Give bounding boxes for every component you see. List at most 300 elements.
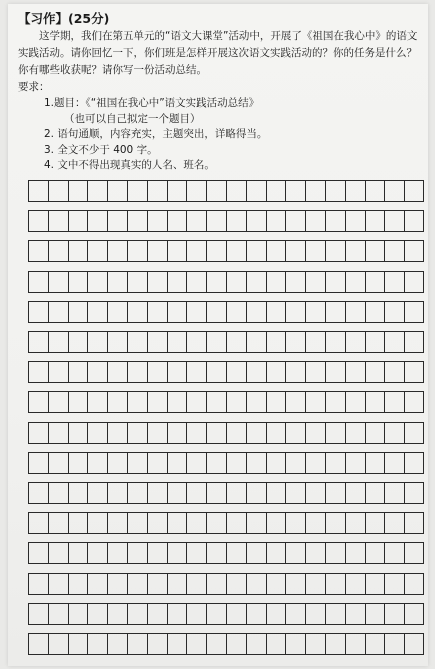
grid-cell[interactable]	[128, 241, 148, 261]
grid-cell[interactable]	[88, 513, 108, 533]
grid-cell[interactable]	[405, 543, 425, 563]
grid-cell[interactable]	[88, 604, 108, 624]
grid-cell[interactable]	[108, 272, 128, 292]
grid-cell[interactable]	[148, 604, 168, 624]
grid-cell[interactable]	[207, 272, 227, 292]
grid-cell[interactable]	[346, 241, 366, 261]
grid-cell[interactable]	[385, 272, 405, 292]
grid-cell[interactable]	[227, 332, 247, 352]
grid-cell[interactable]	[88, 302, 108, 322]
grid-cell[interactable]	[108, 302, 128, 322]
grid-cell[interactable]	[385, 483, 405, 503]
grid-cell[interactable]	[168, 543, 188, 563]
grid-cell[interactable]	[69, 634, 89, 654]
grid-cell[interactable]	[187, 181, 207, 201]
grid-cell[interactable]	[286, 302, 306, 322]
grid-cell[interactable]	[326, 574, 346, 594]
grid-cell[interactable]	[385, 543, 405, 563]
grid-cell[interactable]	[306, 423, 326, 443]
grid-cell[interactable]	[385, 634, 405, 654]
grid-cell[interactable]	[69, 604, 89, 624]
grid-cell[interactable]	[267, 272, 287, 292]
grid-cell[interactable]	[207, 423, 227, 443]
grid-cell[interactable]	[405, 241, 425, 261]
grid-cell[interactable]	[128, 362, 148, 382]
grid-cell[interactable]	[227, 392, 247, 412]
grid-cell[interactable]	[69, 483, 89, 503]
grid-cell[interactable]	[405, 272, 425, 292]
grid-cell[interactable]	[286, 241, 306, 261]
grid-cell[interactable]	[385, 181, 405, 201]
grid-cell[interactable]	[207, 241, 227, 261]
grid-cell[interactable]	[29, 181, 49, 201]
grid-cell[interactable]	[108, 362, 128, 382]
grid-cell[interactable]	[49, 211, 69, 231]
grid-cell[interactable]	[128, 453, 148, 473]
grid-cell[interactable]	[148, 211, 168, 231]
grid-cell[interactable]	[306, 543, 326, 563]
grid-cell[interactable]	[346, 513, 366, 533]
grid-cell[interactable]	[326, 513, 346, 533]
grid-cell[interactable]	[148, 302, 168, 322]
grid-cell[interactable]	[366, 362, 386, 382]
grid-cell[interactable]	[385, 423, 405, 443]
grid-cell[interactable]	[29, 302, 49, 322]
grid-cell[interactable]	[88, 453, 108, 473]
grid-cell[interactable]	[405, 211, 425, 231]
grid-cell[interactable]	[306, 302, 326, 322]
grid-cell[interactable]	[405, 483, 425, 503]
grid-cell[interactable]	[88, 241, 108, 261]
grid-cell[interactable]	[346, 211, 366, 231]
grid-cell[interactable]	[227, 241, 247, 261]
grid-cell[interactable]	[187, 574, 207, 594]
grid-cell[interactable]	[148, 423, 168, 443]
grid-cell[interactable]	[49, 634, 69, 654]
grid-cell[interactable]	[366, 211, 386, 231]
grid-cell[interactable]	[69, 302, 89, 322]
grid-cell[interactable]	[148, 634, 168, 654]
grid-cell[interactable]	[108, 513, 128, 533]
grid-cell[interactable]	[207, 211, 227, 231]
grid-cell[interactable]	[168, 362, 188, 382]
grid-cell[interactable]	[128, 574, 148, 594]
grid-cell[interactable]	[187, 362, 207, 382]
grid-cell[interactable]	[286, 574, 306, 594]
grid-cell[interactable]	[267, 302, 287, 322]
grid-cell[interactable]	[326, 392, 346, 412]
grid-cell[interactable]	[247, 483, 267, 503]
grid-cell[interactable]	[207, 574, 227, 594]
grid-cell[interactable]	[69, 543, 89, 563]
grid-cell[interactable]	[227, 513, 247, 533]
grid-cell[interactable]	[247, 272, 267, 292]
grid-cell[interactable]	[29, 604, 49, 624]
grid-cell[interactable]	[385, 302, 405, 322]
grid-cell[interactable]	[49, 302, 69, 322]
grid-cell[interactable]	[366, 272, 386, 292]
grid-cell[interactable]	[49, 483, 69, 503]
grid-cell[interactable]	[187, 392, 207, 412]
grid-cell[interactable]	[128, 634, 148, 654]
grid-cell[interactable]	[346, 574, 366, 594]
grid-cell[interactable]	[405, 423, 425, 443]
grid-cell[interactable]	[346, 604, 366, 624]
grid-cell[interactable]	[69, 332, 89, 352]
grid-cell[interactable]	[385, 453, 405, 473]
grid-cell[interactable]	[385, 513, 405, 533]
grid-cell[interactable]	[128, 483, 148, 503]
grid-cell[interactable]	[267, 634, 287, 654]
grid-cell[interactable]	[108, 392, 128, 412]
grid-cell[interactable]	[346, 392, 366, 412]
grid-cell[interactable]	[108, 483, 128, 503]
grid-cell[interactable]	[405, 604, 425, 624]
grid-cell[interactable]	[148, 392, 168, 412]
grid-cell[interactable]	[227, 543, 247, 563]
grid-cell[interactable]	[247, 513, 267, 533]
grid-cell[interactable]	[366, 574, 386, 594]
grid-cell[interactable]	[326, 634, 346, 654]
grid-cell[interactable]	[148, 513, 168, 533]
grid-cell[interactable]	[29, 453, 49, 473]
grid-cell[interactable]	[227, 423, 247, 443]
grid-cell[interactable]	[168, 513, 188, 533]
grid-cell[interactable]	[346, 272, 366, 292]
grid-cell[interactable]	[29, 332, 49, 352]
grid-cell[interactable]	[286, 181, 306, 201]
grid-cell[interactable]	[326, 272, 346, 292]
grid-cell[interactable]	[49, 453, 69, 473]
grid-cell[interactable]	[108, 453, 128, 473]
grid-cell[interactable]	[247, 332, 267, 352]
grid-cell[interactable]	[306, 634, 326, 654]
grid-cell[interactable]	[168, 604, 188, 624]
grid-cell[interactable]	[405, 634, 425, 654]
grid-cell[interactable]	[267, 574, 287, 594]
grid-cell[interactable]	[227, 453, 247, 473]
grid-cell[interactable]	[286, 453, 306, 473]
grid-cell[interactable]	[88, 543, 108, 563]
grid-cell[interactable]	[187, 453, 207, 473]
grid-cell[interactable]	[227, 574, 247, 594]
grid-cell[interactable]	[227, 272, 247, 292]
grid-cell[interactable]	[366, 634, 386, 654]
grid-cell[interactable]	[69, 241, 89, 261]
grid-cell[interactable]	[69, 423, 89, 443]
grid-cell[interactable]	[207, 181, 227, 201]
grid-cell[interactable]	[69, 362, 89, 382]
grid-cell[interactable]	[286, 634, 306, 654]
grid-cell[interactable]	[267, 513, 287, 533]
grid-cell[interactable]	[385, 604, 405, 624]
grid-cell[interactable]	[385, 574, 405, 594]
grid-cell[interactable]	[346, 362, 366, 382]
grid-cell[interactable]	[366, 513, 386, 533]
grid-cell[interactable]	[168, 272, 188, 292]
grid-cell[interactable]	[187, 332, 207, 352]
grid-cell[interactable]	[405, 302, 425, 322]
grid-cell[interactable]	[247, 604, 267, 624]
grid-cell[interactable]	[366, 483, 386, 503]
grid-cell[interactable]	[148, 181, 168, 201]
grid-cell[interactable]	[187, 634, 207, 654]
grid-cell[interactable]	[49, 362, 69, 382]
grid-cell[interactable]	[49, 513, 69, 533]
grid-cell[interactable]	[168, 634, 188, 654]
grid-cell[interactable]	[108, 211, 128, 231]
grid-cell[interactable]	[168, 181, 188, 201]
grid-cell[interactable]	[247, 392, 267, 412]
grid-cell[interactable]	[326, 543, 346, 563]
grid-cell[interactable]	[346, 634, 366, 654]
grid-cell[interactable]	[366, 453, 386, 473]
grid-cell[interactable]	[286, 211, 306, 231]
grid-cell[interactable]	[247, 302, 267, 322]
grid-cell[interactable]	[108, 181, 128, 201]
grid-cell[interactable]	[326, 241, 346, 261]
grid-cell[interactable]	[326, 332, 346, 352]
grid-cell[interactable]	[346, 453, 366, 473]
grid-cell[interactable]	[306, 181, 326, 201]
grid-cell[interactable]	[187, 211, 207, 231]
grid-cell[interactable]	[69, 453, 89, 473]
grid-cell[interactable]	[267, 453, 287, 473]
grid-cell[interactable]	[326, 181, 346, 201]
grid-cell[interactable]	[366, 392, 386, 412]
grid-cell[interactable]	[88, 483, 108, 503]
grid-cell[interactable]	[405, 513, 425, 533]
grid-cell[interactable]	[69, 211, 89, 231]
grid-cell[interactable]	[405, 574, 425, 594]
grid-cell[interactable]	[29, 483, 49, 503]
grid-cell[interactable]	[346, 543, 366, 563]
grid-cell[interactable]	[306, 211, 326, 231]
grid-cell[interactable]	[346, 332, 366, 352]
grid-cell[interactable]	[385, 362, 405, 382]
grid-cell[interactable]	[306, 453, 326, 473]
grid-cell[interactable]	[29, 543, 49, 563]
grid-cell[interactable]	[306, 604, 326, 624]
grid-cell[interactable]	[49, 272, 69, 292]
grid-cell[interactable]	[247, 362, 267, 382]
grid-cell[interactable]	[88, 574, 108, 594]
grid-cell[interactable]	[207, 483, 227, 503]
grid-cell[interactable]	[49, 392, 69, 412]
grid-cell[interactable]	[267, 423, 287, 443]
grid-cell[interactable]	[187, 241, 207, 261]
grid-cell[interactable]	[207, 362, 227, 382]
grid-cell[interactable]	[148, 483, 168, 503]
grid-cell[interactable]	[207, 392, 227, 412]
grid-cell[interactable]	[207, 453, 227, 473]
grid-cell[interactable]	[69, 513, 89, 533]
grid-cell[interactable]	[148, 272, 168, 292]
grid-cell[interactable]	[286, 423, 306, 443]
grid-cell[interactable]	[29, 634, 49, 654]
grid-cell[interactable]	[187, 272, 207, 292]
grid-cell[interactable]	[29, 392, 49, 412]
grid-cell[interactable]	[29, 272, 49, 292]
grid-cell[interactable]	[286, 513, 306, 533]
grid-cell[interactable]	[267, 392, 287, 412]
grid-cell[interactable]	[69, 392, 89, 412]
grid-cell[interactable]	[385, 241, 405, 261]
grid-cell[interactable]	[286, 272, 306, 292]
grid-cell[interactable]	[148, 332, 168, 352]
grid-cell[interactable]	[128, 272, 148, 292]
grid-cell[interactable]	[247, 211, 267, 231]
grid-cell[interactable]	[366, 241, 386, 261]
grid-cell[interactable]	[108, 241, 128, 261]
grid-cell[interactable]	[366, 332, 386, 352]
grid-cell[interactable]	[227, 634, 247, 654]
grid-cell[interactable]	[326, 453, 346, 473]
grid-cell[interactable]	[247, 574, 267, 594]
grid-cell[interactable]	[405, 332, 425, 352]
grid-cell[interactable]	[346, 483, 366, 503]
grid-cell[interactable]	[108, 604, 128, 624]
grid-cell[interactable]	[128, 392, 148, 412]
grid-cell[interactable]	[247, 241, 267, 261]
grid-cell[interactable]	[108, 543, 128, 563]
grid-cell[interactable]	[405, 362, 425, 382]
grid-cell[interactable]	[306, 392, 326, 412]
grid-cell[interactable]	[306, 241, 326, 261]
grid-cell[interactable]	[306, 574, 326, 594]
grid-cell[interactable]	[148, 574, 168, 594]
grid-cell[interactable]	[29, 241, 49, 261]
grid-cell[interactable]	[306, 272, 326, 292]
grid-cell[interactable]	[49, 332, 69, 352]
grid-cell[interactable]	[227, 483, 247, 503]
grid-cell[interactable]	[168, 453, 188, 473]
grid-cell[interactable]	[366, 302, 386, 322]
grid-cell[interactable]	[306, 332, 326, 352]
grid-cell[interactable]	[286, 362, 306, 382]
grid-cell[interactable]	[267, 241, 287, 261]
grid-cell[interactable]	[128, 181, 148, 201]
grid-cell[interactable]	[168, 241, 188, 261]
grid-cell[interactable]	[187, 423, 207, 443]
grid-cell[interactable]	[29, 362, 49, 382]
grid-cell[interactable]	[49, 543, 69, 563]
grid-cell[interactable]	[49, 604, 69, 624]
grid-cell[interactable]	[385, 211, 405, 231]
grid-cell[interactable]	[88, 634, 108, 654]
grid-cell[interactable]	[286, 604, 306, 624]
grid-cell[interactable]	[69, 272, 89, 292]
grid-cell[interactable]	[168, 483, 188, 503]
grid-cell[interactable]	[69, 181, 89, 201]
grid-cell[interactable]	[128, 332, 148, 352]
grid-cell[interactable]	[29, 513, 49, 533]
grid-cell[interactable]	[88, 362, 108, 382]
grid-cell[interactable]	[366, 543, 386, 563]
grid-cell[interactable]	[168, 332, 188, 352]
grid-cell[interactable]	[227, 362, 247, 382]
grid-cell[interactable]	[247, 453, 267, 473]
grid-cell[interactable]	[29, 574, 49, 594]
grid-cell[interactable]	[88, 423, 108, 443]
grid-cell[interactable]	[247, 634, 267, 654]
grid-cell[interactable]	[148, 543, 168, 563]
grid-cell[interactable]	[366, 604, 386, 624]
grid-cell[interactable]	[128, 211, 148, 231]
grid-cell[interactable]	[148, 241, 168, 261]
grid-cell[interactable]	[267, 362, 287, 382]
grid-cell[interactable]	[326, 483, 346, 503]
grid-cell[interactable]	[286, 483, 306, 503]
grid-cell[interactable]	[88, 332, 108, 352]
grid-cell[interactable]	[267, 332, 287, 352]
grid-cell[interactable]	[326, 362, 346, 382]
grid-cell[interactable]	[88, 211, 108, 231]
grid-cell[interactable]	[346, 423, 366, 443]
grid-cell[interactable]	[108, 574, 128, 594]
grid-cell[interactable]	[227, 302, 247, 322]
grid-cell[interactable]	[187, 483, 207, 503]
grid-cell[interactable]	[187, 543, 207, 563]
grid-cell[interactable]	[88, 181, 108, 201]
grid-cell[interactable]	[227, 211, 247, 231]
grid-cell[interactable]	[286, 543, 306, 563]
grid-cell[interactable]	[366, 423, 386, 443]
grid-cell[interactable]	[128, 604, 148, 624]
grid-cell[interactable]	[326, 211, 346, 231]
grid-cell[interactable]	[286, 332, 306, 352]
grid-cell[interactable]	[88, 272, 108, 292]
grid-cell[interactable]	[108, 634, 128, 654]
grid-cell[interactable]	[227, 181, 247, 201]
grid-cell[interactable]	[346, 181, 366, 201]
grid-cell[interactable]	[168, 302, 188, 322]
grid-cell[interactable]	[267, 543, 287, 563]
grid-cell[interactable]	[49, 241, 69, 261]
grid-cell[interactable]	[385, 392, 405, 412]
grid-cell[interactable]	[128, 513, 148, 533]
grid-cell[interactable]	[286, 392, 306, 412]
grid-cell[interactable]	[405, 453, 425, 473]
grid-cell[interactable]	[69, 574, 89, 594]
grid-cell[interactable]	[326, 423, 346, 443]
grid-cell[interactable]	[247, 423, 267, 443]
grid-cell[interactable]	[108, 332, 128, 352]
grid-cell[interactable]	[207, 634, 227, 654]
grid-cell[interactable]	[168, 211, 188, 231]
grid-cell[interactable]	[267, 211, 287, 231]
grid-cell[interactable]	[49, 423, 69, 443]
grid-cell[interactable]	[385, 332, 405, 352]
grid-cell[interactable]	[148, 362, 168, 382]
grid-cell[interactable]	[247, 543, 267, 563]
grid-cell[interactable]	[326, 604, 346, 624]
grid-cell[interactable]	[306, 483, 326, 503]
grid-cell[interactable]	[207, 302, 227, 322]
grid-cell[interactable]	[267, 604, 287, 624]
grid-cell[interactable]	[88, 392, 108, 412]
grid-cell[interactable]	[128, 543, 148, 563]
grid-cell[interactable]	[128, 423, 148, 443]
grid-cell[interactable]	[247, 181, 267, 201]
grid-cell[interactable]	[405, 181, 425, 201]
grid-cell[interactable]	[306, 513, 326, 533]
grid-cell[interactable]	[108, 423, 128, 443]
grid-cell[interactable]	[187, 604, 207, 624]
grid-cell[interactable]	[306, 362, 326, 382]
grid-cell[interactable]	[187, 302, 207, 322]
grid-cell[interactable]	[168, 574, 188, 594]
